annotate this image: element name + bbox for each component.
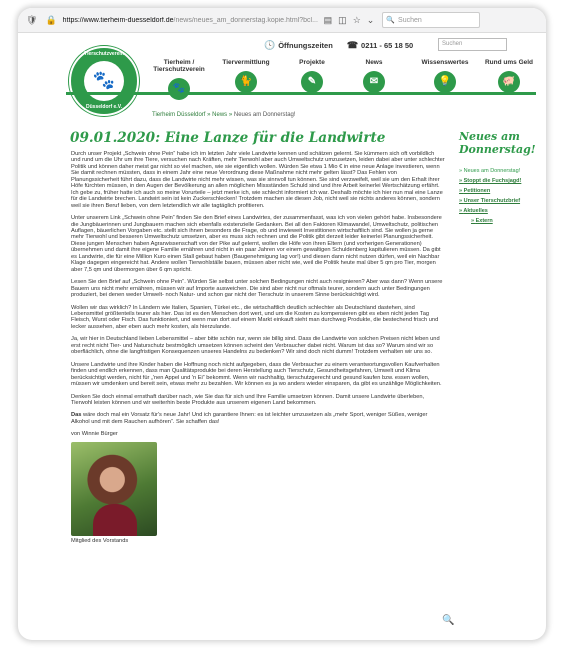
clock-icon: 🕓 [264, 40, 276, 50]
nav-item-rund-ums-geld[interactable] [480, 59, 538, 93]
breadcrumb [152, 112, 296, 118]
breadcrumb-separator: » [207, 112, 213, 118]
breadcrumb-separator: » [228, 112, 234, 118]
paw-icon: 🐾 [168, 78, 190, 100]
opening-hours-link[interactable]: Öffnungszeiten [278, 41, 333, 50]
sidebar-item-aktuelles[interactable]: » Aktuelles [459, 208, 488, 214]
main-navigation [146, 59, 536, 117]
breadcrumb-current: Neues am Donnerstag! [233, 112, 296, 118]
piggy-bank-icon: 🐖 [498, 71, 520, 93]
header-contact-line [264, 40, 413, 51]
nav-label: Tierheim / Tierschutzverein [153, 59, 205, 73]
nav-item-news[interactable] [344, 59, 404, 93]
pocket-icon[interactable]: ◫ [338, 14, 347, 25]
nav-item-tiervermittlung[interactable] [210, 59, 282, 93]
article-paragraph: Lesen Sie den Brief auf „Schwein ohne Pein“. Würden Sie selbst unter solchen Bedingungen nicht auch resignieren? Aber was dann? Wenn unsere Bauern uns nicht mehr ernähren, müssen wir auf Importe ausweichen. Die sind aber nicht nur oftmals teurer, sondern auch unter Bedingungen produziert, bei denen weder Umwelt- noch Natur- und schon gar nicht der Tierschutz in unserem Sinne berücksichtigt wird. [71, 279, 443, 299]
nav-item-tierheim[interactable] [146, 59, 212, 100]
cat-icon: 🐈 [235, 71, 257, 93]
author-photo [71, 442, 157, 536]
sidebar-item-label: Unser Tierschutzbrief [463, 198, 521, 204]
site-logo[interactable] [69, 46, 139, 116]
nav-label: Wissenswertes [421, 59, 469, 66]
sidebar-item-tierschutzbrief[interactable]: » Unser Tierschutzbrief [459, 198, 521, 204]
breadcrumb-home[interactable]: Tierheim Düsseldorf [152, 112, 206, 118]
article-paragraph: Unter unserem Link „Schwein ohne Pein“ finden Sie den Brief eines Landwirtes, der zusammenfasst, was ich von vielen gehört habe. Insbesondere die Jungbäuerinnen und Jungbauern machen sich ebenfalls existenzielle Gedanken. Bei all den Faktoren Klimawandel, Umweltschutz, politischen Auflagen, bäuerlichen Vorgaben etc. stellt sich ihnen besonders die Frage, ob und inwieweit Investitionen wirtschaftlich sind. Sie wollen ja gerne mehr Tierwohl und besseren Umweltschutz umsetzen, aber es muss sich rechnen und die Politik gibt derzeit leider keinerlei Planungssicherheit. Diese jungen Menschen haben Agrarwissenschaft von der Pike auf gelernt, wollen die Höfe von ihren Eltern (und vorherigen Generationen) übernehmen und damit ihre eigene Familie ernähren und nicht in ein paar Jahren vor einem gewaltigen Schuldenberg kapitulieren müssen. Da gibt es Landwirte, die für eine Million Kuro einen Stall gebaut haben (Baugenehmigung lag vor!) und diesen dann nicht nutzen dürfen, weil ein Nachbar Klage dagegen eingereicht hat. Andere wollen Tierwohlställe bauen, müssen aber nicht wie, weil die Politik heute mal über 5 qm pro Tier, morgen aber 7,5 qm und übermorgen über 6 qm spricht. [71, 215, 442, 273]
dropdown-chevron-icon[interactable]: ⌄ [366, 14, 375, 25]
browser-search-placeholder: Suchen [398, 16, 422, 24]
article-paragraph: Wollen wir das wirklich? In Ländern wie Italien, Spanien, Türkei etc., die wirtschaftlich deutlich schlechter als Deutschland dastehen, sind Lebensmittel größtenteils teurer als hier. Das ist es den Menschen dort wert, und um die Kosten zu kompensieren gibt es eben nicht jeden Tag Fleisch, Wurst oder Fisch. Das funktioniert, und wenn man dort auf einem Markt einkauft sieht man durchweg Produkte, die bestechend frisch und lecker aussehen, aber eben auch mehr kosten, als hierzulande. [71, 304, 439, 330]
nav-item-wissenswertes[interactable] [412, 59, 478, 93]
photo-detail [93, 504, 137, 536]
browser-search-box[interactable] [382, 12, 480, 28]
browser-toolbar [18, 8, 546, 33]
closing-bold: Das [71, 412, 82, 419]
browser-window [18, 8, 546, 640]
reader-view-icon[interactable]: ▤ [323, 14, 333, 25]
nav-label: Projekte [299, 59, 325, 66]
shield-icon[interactable]: 🛡 [26, 14, 38, 25]
article-paragraph: Unsere Landwirte und ihre Kinder haben die Hoffnung noch nicht aufgegeben, dass die Verbraucher zu einem verantwortungsvollen Kaufverhalten finden und endlich erkennen, dass man Qualitätsprodukte bei deren Herstellung auch Tierschutz, Gesundheitsgefahren, Umwelt und Klima berücksichtigt werden, nicht für „'nen Appel und 'n Ei“ bekommt. Wenn wir nachhaltig, tierschutzgerecht und gesund kaufen bzw. essen wollen, müssen wir umdenken und bereit sein, etwas mehr zu bezahlen. Wir können es ja wo anders wieder einsparen, da gibt es unzählige Möglichkeiten. [71, 361, 442, 388]
photo-caption: Mitglied des Vorstands [71, 537, 129, 544]
article-closing [71, 412, 445, 425]
page-title: 09.01.2020: Eine Lanze für die Landwirte [70, 130, 386, 146]
news-icon: ✉ [363, 71, 385, 93]
sidebar-item-petitionen[interactable]: » Petitionen [459, 188, 491, 194]
sidebar-item-label: Neues am Donnerstag! [463, 168, 521, 174]
sidebar-title: Neues am Donnerstag! [459, 130, 536, 156]
url-host: https://www.tierheim-duesseldorf.de [62, 16, 174, 24]
phone-number[interactable]: 0211 - 65 18 50 [361, 41, 414, 50]
logo-inner [84, 61, 124, 101]
url-path: /news/neues_am_donnerstag.kopie.html?bcl... [173, 16, 318, 24]
lightbulb-icon: 💡 [434, 71, 456, 93]
lock-icon[interactable]: 🔒 [45, 14, 57, 25]
sidebar-item-label: Stoppt die Fuchsjagd! [463, 178, 522, 184]
nav-label: Tiervermittlung [222, 59, 270, 66]
nav-label: Rund ums Geld [484, 59, 534, 66]
sidebar-item-extern[interactable]: » Extern [471, 218, 493, 224]
bookmark-star-icon[interactable]: ☆ [352, 14, 361, 25]
address-bar[interactable] [63, 17, 318, 24]
nav-label: News [365, 59, 383, 66]
logo-text-bottom: Düsseldorf e.V. [86, 104, 122, 110]
sidebar-nav [459, 166, 546, 226]
search-icon: 🔍 [386, 17, 396, 24]
article-body [71, 151, 445, 544]
sidebar-item-label: Aktuelles [463, 208, 488, 214]
breadcrumb-section[interactable]: News [212, 112, 228, 118]
author-signature: von Winnie Bürger [71, 431, 118, 438]
article-paragraph: Durch unser Projekt „Schwein ohne Pein“ habe ich im letzten Jahr viele Landwirte kennen und schätzen gelernt. Sie kümmern sich oft vorbildlich und rund um die Uhr um ihre Tiere, versuchen nach Kräften, mehr Tierwohl aber auch Umweltschutz umzusetzen, leiden dabei aber unter schlechter Politik und können daher meist gar nicht so viel machen, wie sie eigentlich wollen. Würden Sie etwa 1 Mio € in eine neue Anlage investieren, wenn Sie damit rechnen müssten, dass in einem Jahr eine neue Verordnung diese Maßnahme nicht mehr gelten lässt? Das Fehlen von Planungssicherheit führt dazu, dass die Landwirte nicht mehr wissen, was sie sinnvoll tun können. Sie sind verzweifelt, weil sie um den Erhalt ihrer Höfe fürchten müssen, in den Augen der Bevölkerung an allen möglichen Missständen Schuld sind und ihre Arbeit keinerlei Wertschätzung erfährt. Ich gebe zu, früher hatte ich auch so meine Vorurteile – jetzt merke ich, wie schlecht informiert ich war. Deshalb möchte ich hier nun mal eine Lanze für die Landwirte brechen. Landwirt sein ist kein Zuckerschlecken! Trotzdem machen sie diesen Job, nicht weil sie nichts anderes können, sondern weil sie ihren Beruf lieben, von dem letztendlich wir alle tagtäglich profitieren. [71, 151, 445, 209]
sidebar-item-label: Petitionen [463, 188, 491, 194]
closing-text: wäre doch mal ein Vorsatz für's neue Jahr! Und ich garantiere Ihnen: es ist leichter umzusetzen als „mehr Sport, weniger Süßes, weniger Alkohol und mit dem Rauchen aufhören“. Sie schaffen das! [71, 412, 428, 425]
logo-paw-icon: 🐾 [92, 70, 116, 90]
nav-item-projekte[interactable] [282, 59, 342, 93]
phone-icon: ☎ [346, 40, 359, 50]
sidebar-item-label: Extern [475, 218, 493, 224]
pencil-icon: ✎ [301, 71, 323, 93]
site-search-input[interactable]: Suchen [438, 38, 507, 51]
logo-text-top: Tierschutzverein [84, 51, 124, 57]
article-paragraph: Denken Sie doch einmal ernsthaft darüber nach, wie Sie das für sich und Ihre Familie umsetzen können. Damit unsere Landwirte überleben, Tierwohl leisten können und wir weiterhin beste Produkte aus unserem eigenen Land bekommen. [71, 393, 425, 406]
zoom-icon[interactable]: 🔍 [442, 615, 455, 626]
article-paragraph: Ja, wir hier in Deutschland lieben Lebensmittel – aber bitte schön nur, wenn sie billig sind. Dass die Landwirte von solchen Preisen nicht leben und erst recht nicht Tier- und Naturschutz bestmöglich umsetzen können scheint den Verbraucher dabei nicht. Warum ist das so? Warum sind wir so oberflächlich, ohne die langfristigen Konsequenzen unseres Handelns zu bedenken? Wir sind doch nicht dumm! Trotzdem verhalten wir uns so. [71, 336, 440, 356]
sidebar-item-neues-am-donnerstag[interactable]: » Neues am Donnerstag! [459, 168, 521, 174]
sidebar-item-fuchsjagd[interactable]: » Stoppt die Fuchsjagd! [459, 178, 522, 184]
